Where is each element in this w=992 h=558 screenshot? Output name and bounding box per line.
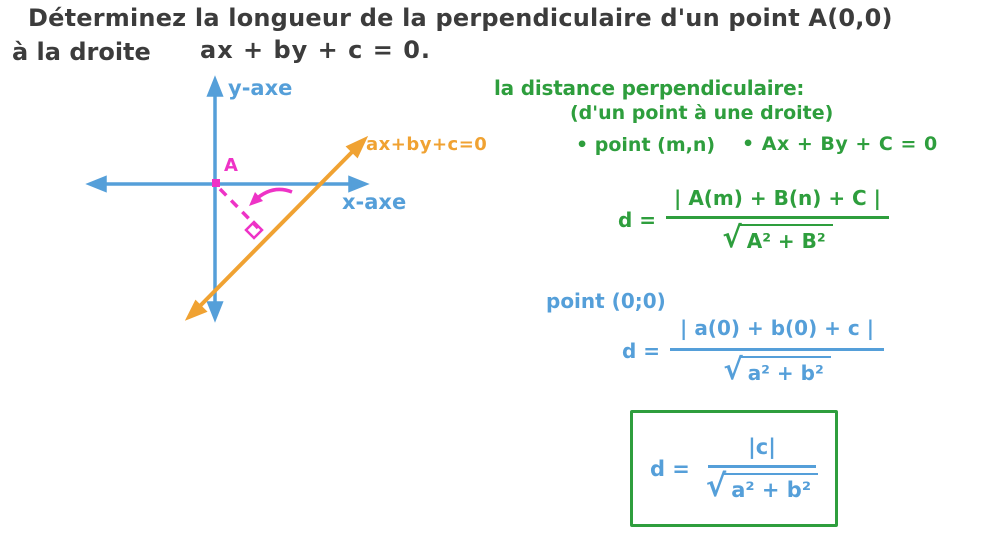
formula-lhs: d = [649, 456, 690, 481]
perpendicular-construction [212, 179, 292, 238]
fraction-numerator: | a(0) + b(0) + c | [670, 316, 884, 351]
fraction-numerator: |c| [708, 435, 816, 468]
radical-sign: √ [723, 352, 743, 386]
problem-line-equation: ax + by + c = 0. [200, 36, 432, 64]
line-equation-label: ax+by+c=0 [366, 134, 488, 155]
formula-lhs: d = [622, 338, 661, 363]
fraction-numerator: | A(m) + B(n) + C | [666, 186, 889, 219]
formula-lhs: d = [618, 207, 657, 232]
notes-bullet-point: • point (m,n) [576, 134, 716, 156]
problem-statement-line1: Déterminez la longueur de la perpendiculaire d'un point A(0,0) [28, 4, 893, 32]
final-answer-formula [650, 435, 818, 502]
axes [90, 80, 365, 318]
y-axis-up-arrow-icon [209, 80, 221, 95]
y-axis-label: y-axe [228, 76, 293, 100]
solution-point: point (0;0) [546, 289, 666, 313]
radicand: a² + b² [724, 473, 818, 502]
x-axis-label: x-axe [342, 190, 407, 214]
notes-subheading: (d'un point à une droite) [570, 102, 834, 124]
y-axis-down-arrow-icon [209, 303, 221, 318]
fraction [706, 435, 818, 502]
point-A-marker [212, 179, 220, 187]
radicand: a² + b² [741, 356, 831, 385]
fraction-denominator [722, 219, 832, 253]
final-answer-box [630, 410, 838, 527]
fraction-denominator [723, 351, 830, 385]
x-axis-right-arrow-icon [350, 178, 365, 190]
point-A-label: A [224, 155, 238, 176]
radical-sign: √ [722, 220, 742, 254]
radical-sign: √ [705, 469, 727, 504]
notes-bullet-line-equation: • Ax + By + C = 0 [742, 133, 938, 155]
general-distance-formula [618, 186, 889, 253]
substituted-formula [622, 316, 884, 385]
fraction-denominator [706, 468, 818, 502]
fraction [670, 316, 884, 385]
x-axis-left-arrow-icon [90, 178, 105, 190]
problem-statement-line2: à la droite [12, 38, 151, 66]
radicand: A² + B² [740, 224, 833, 253]
fraction [666, 186, 889, 253]
oblique-line [196, 147, 357, 310]
notes-heading: la distance perpendiculaire: [494, 76, 805, 100]
